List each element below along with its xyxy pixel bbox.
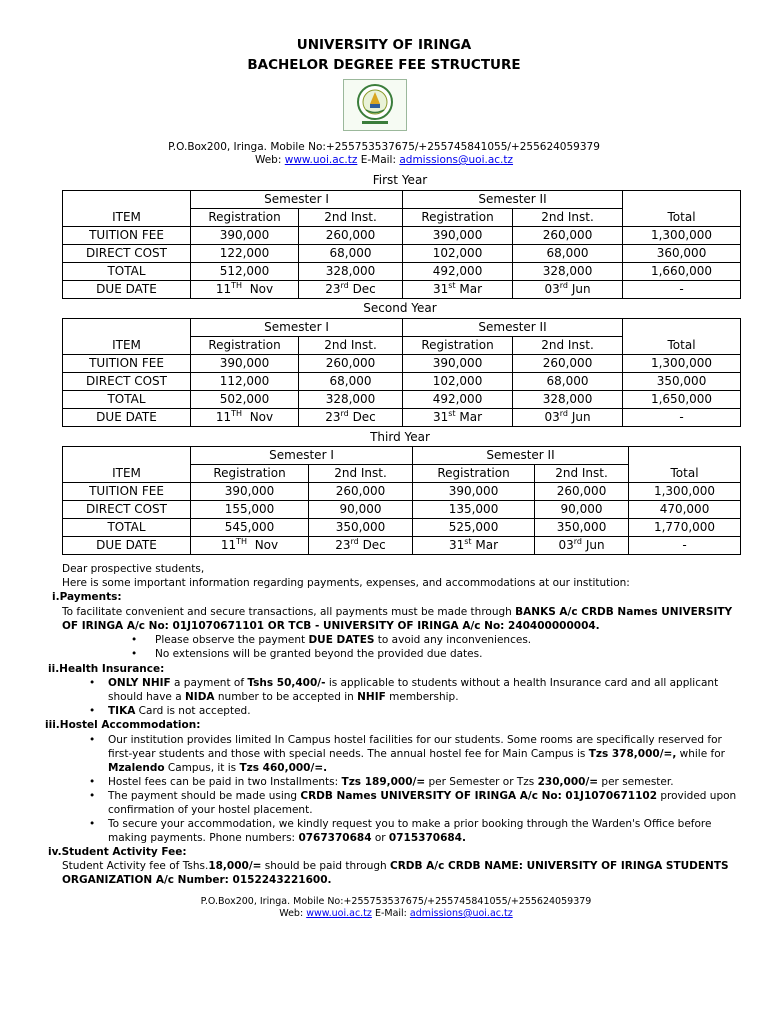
email-label: E-Mail:: [357, 154, 400, 166]
hostel-payment-account: The payment should be made using CRDB Names UNIVERSITY OF IRINGA A/c No: 01J1070671102 provided upon: [108, 790, 737, 802]
registration-header: Registration: [403, 337, 513, 355]
total-header: Total: [623, 209, 741, 227]
web-email-line: [0, 154, 768, 167]
table-row: [63, 519, 741, 537]
address-text: P.O.Box200, Iringa. Mobile No:: [168, 141, 326, 153]
fee-table-second-year: [62, 318, 741, 427]
due-date-cell: 11TH Nov: [191, 409, 299, 427]
table-subheader-row: [63, 465, 741, 483]
cell: 390,000: [413, 483, 535, 501]
footer-website-link[interactable]: www.uoi.ac.tz: [306, 908, 372, 919]
due-date-row: [63, 537, 741, 555]
total-header: Total: [629, 465, 741, 483]
table-row: [63, 245, 741, 263]
second-inst-header: 2nd Inst.: [299, 337, 403, 355]
due-dates-note: Please observe the payment DUE DATES to avoid any inconveniences.: [155, 634, 532, 646]
section-heading-activity-fee: iv.Student Activity Fee:: [48, 846, 187, 858]
bullet-icon: •: [89, 705, 96, 717]
nhif-text: ONLY NHIF a payment of Tshs 50,400/- is applicable to students without a health Insurance card and all applicant: [108, 677, 719, 689]
due-date-cell: 23rd Dec: [299, 281, 403, 299]
table-row: [63, 263, 741, 281]
registration-header: Registration: [191, 465, 309, 483]
due-date-cell: 03rd Jun: [513, 281, 623, 299]
cell: 260,000: [299, 355, 403, 373]
cell: 1,300,000: [629, 483, 741, 501]
cell: 68,000: [299, 245, 403, 263]
cell: 1,650,000: [623, 391, 741, 409]
table-subheader-row: [63, 209, 741, 227]
second-inst-header: 2nd Inst.: [309, 465, 413, 483]
cell: 68,000: [299, 373, 403, 391]
fee-table-third-year: [62, 446, 741, 555]
cell: 492,000: [403, 391, 513, 409]
semester-2-header: Semester II: [413, 447, 629, 465]
cell: 328,000: [299, 391, 403, 409]
web-label: Web:: [254, 154, 285, 166]
row-item: DIRECT COST: [63, 373, 191, 391]
cell: 102,000: [403, 245, 513, 263]
cell: 525,000: [413, 519, 535, 537]
row-item: DUE DATE: [63, 537, 191, 555]
hostel-booking-1: To secure your accommodation, we kindly request you to make a prior booking through the Warden's Office before: [108, 818, 712, 830]
cell: 68,000: [513, 245, 623, 263]
website-link[interactable]: www.uoi.ac.tz: [284, 154, 358, 166]
cell: 390,000: [403, 355, 513, 373]
table-row: [63, 391, 741, 409]
page-title: UNIVERSITY OF IRINGA: [296, 37, 472, 53]
cell: 1,300,000: [623, 227, 741, 245]
cell: 102,000: [403, 373, 513, 391]
payments-account-text: OF IRINGA A/c No: 01J1070671101 OR TCB - UNIVERSITY OF IRINGA A/c No: 240400000004.: [62, 620, 600, 632]
table-row: [63, 483, 741, 501]
bullet-icon: •: [131, 634, 138, 646]
bullet-icon: •: [89, 776, 96, 788]
second-inst-header: 2nd Inst.: [513, 209, 623, 227]
row-item: TOTAL: [63, 263, 191, 281]
cell: 260,000: [513, 227, 623, 245]
cell: 492,000: [403, 263, 513, 281]
hostel-text-1: Our institution provides limited In Campus hostel facilities for our students. Some rooms are specifically reserved for: [108, 734, 722, 746]
table-header-row: [63, 319, 741, 337]
cell: 360,000: [623, 245, 741, 263]
cell: 260,000: [299, 227, 403, 245]
semester-1-header: Semester I: [191, 191, 403, 209]
cell: 328,000: [299, 263, 403, 281]
cell: -: [623, 281, 741, 299]
university-crest-icon: [344, 80, 406, 130]
nida-text: should have a NIDA number to be accepted in NHIF membership.: [108, 691, 459, 703]
table-subheader-row: [63, 337, 741, 355]
due-date-cell: 03rd Jun: [513, 409, 623, 427]
row-item: TUITION FEE: [63, 227, 191, 245]
cell: 260,000: [309, 483, 413, 501]
due-date-cell: 11TH Nov: [191, 537, 309, 555]
semester-1-header: Semester I: [191, 447, 413, 465]
cell: 68,000: [513, 373, 623, 391]
table-row: [63, 355, 741, 373]
contact-line: [0, 141, 768, 154]
hostel-text-2: first-year students and those with special needs. The annual hostel fee for Main Campus is Tzs 378,000/=, while for: [108, 748, 725, 760]
blank-cell: [63, 319, 191, 337]
row-item: TUITION FEE: [63, 355, 191, 373]
section-heading-health: ii.Health Insurance:: [48, 663, 165, 675]
row-item: DUE DATE: [63, 281, 191, 299]
blank-cell: [63, 191, 191, 209]
registration-header: Registration: [191, 209, 299, 227]
table-row: [63, 227, 741, 245]
cell: 328,000: [513, 391, 623, 409]
email-link[interactable]: admissions@uoi.ac.tz: [399, 154, 514, 166]
payments-text: To facilitate convenient and secure transactions, all payments must be made through BANKS A/c CRDB Names UNIVERSITY: [62, 606, 733, 618]
cell: 1,660,000: [623, 263, 741, 281]
cell: 545,000: [191, 519, 309, 537]
total-header: Total: [623, 337, 741, 355]
table-header-row: [63, 447, 741, 465]
due-date-cell: 31st Mar: [403, 409, 513, 427]
hostel-text-3: Mzalendo Campus, it is Tzs 460,000/=.: [108, 762, 328, 774]
section-heading-hostel: iii.Hostel Accommodation:: [45, 719, 201, 731]
hostel-confirmation: confirmation of your hostel placement.: [108, 804, 313, 816]
blank-cell: [63, 447, 191, 465]
cell: 512,000: [191, 263, 299, 281]
semester-2-header: Semester II: [403, 191, 623, 209]
table-header-row: [63, 191, 741, 209]
bullet-icon: •: [89, 677, 96, 689]
semester-2-header: Semester II: [403, 319, 623, 337]
footer-web-email: Web: www.uoi.ac.tz E-Mail: admissions@uoi.ac.tz: [279, 908, 513, 919]
cell: 1,300,000: [623, 355, 741, 373]
year-label-third: Third Year: [370, 430, 430, 444]
registration-header: Registration: [191, 337, 299, 355]
table-row: [63, 373, 741, 391]
row-item: TOTAL: [63, 519, 191, 537]
row-item: TUITION FEE: [63, 483, 191, 501]
due-date-cell: 23rd Dec: [299, 409, 403, 427]
cell: 135,000: [413, 501, 535, 519]
fee-table-first-year: [62, 190, 741, 299]
phone-numbers: +255753537675/+255745841055/+255624059379: [325, 141, 600, 153]
page-subtitle: BACHELOR DEGREE FEE STRUCTURE: [247, 57, 521, 73]
cell: 260,000: [535, 483, 629, 501]
hostel-installments: Hostel fees can be paid in two Installments: Tzs 189,000/= per Semester or Tzs 230,000/= per semester.: [108, 776, 674, 788]
cell: 390,000: [191, 227, 299, 245]
activity-fee-account: ORGANIZATION A/c Number: 0152243221600.: [62, 874, 332, 886]
due-date-cell: 11TH Nov: [191, 281, 299, 299]
due-date-row: [63, 281, 741, 299]
cell: 90,000: [309, 501, 413, 519]
cell: 260,000: [513, 355, 623, 373]
table-row: [63, 501, 741, 519]
row-item: TOTAL: [63, 391, 191, 409]
due-date-cell: 31st Mar: [403, 281, 513, 299]
section-heading-payments: i.Payments:: [52, 591, 122, 603]
due-date-cell: 31st Mar: [413, 537, 535, 555]
no-extensions-note: No extensions will be granted beyond the provided due dates.: [155, 648, 483, 660]
cell: 328,000: [513, 263, 623, 281]
cell: 90,000: [535, 501, 629, 519]
bullet-icon: •: [89, 734, 96, 746]
second-inst-header: 2nd Inst.: [535, 465, 629, 483]
activity-fee-text: Student Activity fee of Tshs.18,000/= should be paid through CRDB A/c CRDB NAME: UNIVERSITY OF IRINGA STUDENTS: [62, 860, 729, 872]
greeting: Dear prospective students,: [62, 563, 205, 575]
cell: 1,770,000: [629, 519, 741, 537]
blank-cell: [623, 319, 741, 337]
blank-cell: [629, 447, 741, 465]
university-logo: [343, 79, 407, 131]
row-item: DIRECT COST: [63, 245, 191, 263]
footer-contact: P.O.Box200, Iringa. Mobile No:+255753537675/+255745841055/+255624059379: [200, 896, 592, 907]
cell: 390,000: [191, 483, 309, 501]
cell: 390,000: [191, 355, 299, 373]
intro-text: Here is some important information regarding payments, expenses, and accommodations at our institution:: [62, 577, 630, 589]
cell: 502,000: [191, 391, 299, 409]
bullet-icon: •: [89, 818, 96, 830]
cell: 350,000: [309, 519, 413, 537]
cell: 350,000: [623, 373, 741, 391]
due-date-cell: 23rd Dec: [309, 537, 413, 555]
cell: 122,000: [191, 245, 299, 263]
item-header: ITEM: [63, 337, 191, 355]
cell: -: [623, 409, 741, 427]
semester-1-header: Semester I: [191, 319, 403, 337]
registration-header: Registration: [413, 465, 535, 483]
due-date-row: [63, 409, 741, 427]
second-inst-header: 2nd Inst.: [299, 209, 403, 227]
footer-email-link[interactable]: admissions@uoi.ac.tz: [409, 908, 513, 919]
year-label-second: Second Year: [363, 301, 437, 315]
row-item: DUE DATE: [63, 409, 191, 427]
cell: 470,000: [629, 501, 741, 519]
bullet-icon: •: [89, 790, 96, 802]
bullet-icon: •: [131, 648, 138, 660]
cell: 155,000: [191, 501, 309, 519]
cell: -: [629, 537, 741, 555]
cell: 112,000: [191, 373, 299, 391]
cell: 390,000: [403, 227, 513, 245]
item-header: ITEM: [63, 465, 191, 483]
due-date-cell: 03rd Jun: [535, 537, 629, 555]
item-header: ITEM: [63, 209, 191, 227]
tika-text: TIKA Card is not accepted.: [108, 705, 251, 717]
cell: 350,000: [535, 519, 629, 537]
registration-header: Registration: [403, 209, 513, 227]
row-item: DIRECT COST: [63, 501, 191, 519]
year-label-first: First Year: [372, 173, 428, 187]
hostel-booking-2: making payments. Phone numbers: 0767370684 or 0715370684.: [108, 832, 466, 844]
second-inst-header: 2nd Inst.: [513, 337, 623, 355]
blank-cell: [623, 191, 741, 209]
